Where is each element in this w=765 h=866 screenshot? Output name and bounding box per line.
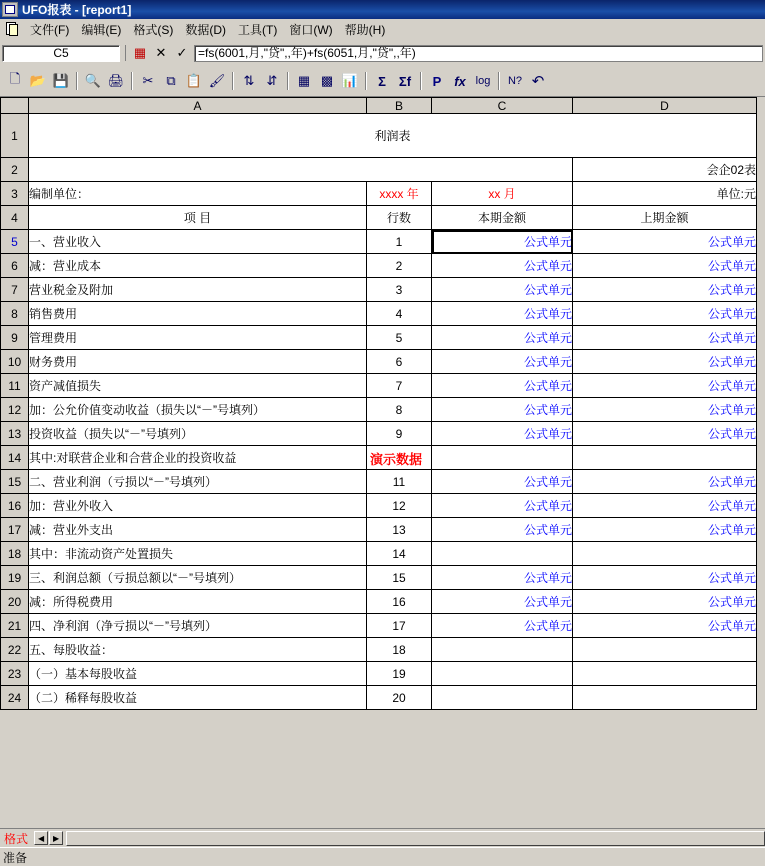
cell-d15[interactable]: 公式单元 <box>573 470 757 494</box>
format-brush-button[interactable]: 🖌 <box>208 73 226 88</box>
column-header-d[interactable]: D <box>573 98 757 114</box>
cell-d24[interactable] <box>573 686 757 710</box>
cell-a23[interactable]: （一）基本每股收益 <box>29 662 367 686</box>
cell-c11[interactable]: 公式单元 <box>432 374 573 398</box>
toolbar <box>0 66 765 97</box>
page-button[interactable]: P <box>432 73 442 89</box>
cell-a2[interactable] <box>29 158 573 182</box>
cell-d16[interactable]: 公式单元 <box>573 494 757 518</box>
row-header-4[interactable]: 4 <box>1 206 29 230</box>
cell-a15[interactable]: 二、营业利润（亏损以“－”号填列） <box>29 470 367 494</box>
cell-d19[interactable]: 公式单元 <box>573 566 757 590</box>
status-text: 准备 <box>3 850 28 865</box>
cell-d8[interactable]: 公式单元 <box>573 302 757 326</box>
cell-a17[interactable]: 减：营业外支出 <box>29 518 367 542</box>
next-sheet-icon[interactable]: ▶ <box>49 831 63 845</box>
cell-b24[interactable]: 20 <box>367 686 432 710</box>
row-header-24[interactable]: 24 <box>1 686 29 710</box>
sheet-row <box>1 614 757 638</box>
select-all-corner[interactable] <box>1 98 29 114</box>
row-header-12[interactable]: 12 <box>1 398 29 422</box>
row-header-22[interactable]: 22 <box>1 638 29 662</box>
cell-b16[interactable]: 12 <box>367 494 432 518</box>
cell-b8[interactable]: 4 <box>367 302 432 326</box>
demo-watermark: 演示数据 <box>370 452 423 467</box>
toolbar-divider-5 <box>365 72 367 90</box>
cell-a7[interactable]: 营业税金及附加 <box>29 278 367 302</box>
prev-sheet-icon[interactable]: ◀ <box>34 831 48 845</box>
sheet-row <box>1 662 757 686</box>
cell-b5[interactable]: 1 <box>367 230 432 254</box>
cell-b22[interactable]: 18 <box>367 638 432 662</box>
sheet-row <box>1 446 757 470</box>
cell-a22[interactable]: 五、每股收益： <box>29 638 367 662</box>
sheet-row <box>1 566 757 590</box>
cell-d5[interactable]: 公式单元 <box>573 230 757 254</box>
open-file-button[interactable]: 📂 <box>29 73 47 88</box>
help-pointer-button[interactable]: N? <box>507 75 523 87</box>
status-bar <box>0 847 765 866</box>
cell-b14[interactable] <box>367 446 432 470</box>
tab-scroll-area[interactable] <box>66 831 765 846</box>
cell-a5[interactable]: 一、营业收入 <box>29 230 367 254</box>
cell-a11[interactable]: 资产减值损失 <box>29 374 367 398</box>
toolbar-divider-4 <box>287 72 289 90</box>
cell-d14[interactable] <box>573 446 757 470</box>
row-header-8[interactable]: 8 <box>1 302 29 326</box>
cell-d9[interactable]: 公式单元 <box>573 326 757 350</box>
row-header-17[interactable]: 17 <box>1 518 29 542</box>
sheet-row <box>1 686 757 710</box>
cell-a4[interactable]: 项 目 <box>29 206 367 230</box>
cell-c21[interactable]: 公式单元 <box>432 614 573 638</box>
cell-c18[interactable] <box>432 542 573 566</box>
sheet-row <box>1 158 757 182</box>
row-header-16[interactable]: 16 <box>1 494 29 518</box>
cell-b7[interactable]: 3 <box>367 278 432 302</box>
row-header-21[interactable]: 21 <box>1 614 29 638</box>
cell-d12[interactable]: 公式单元 <box>573 398 757 422</box>
formula-input[interactable]: =fs(6001,月,"贷",,年)+fs(6051,月,"贷",,年) <box>194 45 763 62</box>
cell-d11[interactable]: 公式单元 <box>573 374 757 398</box>
row-header-20[interactable]: 20 <box>1 590 29 614</box>
toolbar-divider-2 <box>131 72 133 90</box>
cell-a19[interactable]: 三、利润总额（亏损总额以“－”号填列） <box>29 566 367 590</box>
sheet-row <box>1 398 757 422</box>
cell-a24[interactable]: （二）稀释每股收益 <box>29 686 367 710</box>
cell-d17[interactable]: 公式单元 <box>573 518 757 542</box>
cell-b12[interactable]: 8 <box>367 398 432 422</box>
sheet-row <box>1 518 757 542</box>
cell-c3[interactable]: xx 月 <box>432 182 573 206</box>
cell-b10[interactable]: 6 <box>367 350 432 374</box>
cell-a10[interactable]: 财务费用 <box>29 350 367 374</box>
formula-divider <box>125 45 126 61</box>
sheet-row <box>1 182 757 206</box>
cell-b4[interactable]: 行数 <box>367 206 432 230</box>
cell-b23[interactable]: 19 <box>367 662 432 686</box>
cell-b17[interactable]: 13 <box>367 518 432 542</box>
cell-b6[interactable]: 2 <box>367 254 432 278</box>
menu-format[interactable]: 格式(S) <box>133 22 174 37</box>
menu-file[interactable]: 文件(F) <box>30 22 70 37</box>
cell-c4[interactable]: 本期金额 <box>432 206 573 230</box>
cell-a8[interactable]: 销售费用 <box>29 302 367 326</box>
cell-c5[interactable]: 公式单元 <box>432 230 573 254</box>
sheet-row <box>1 542 757 566</box>
cell-c7[interactable]: 公式单元 <box>432 278 573 302</box>
cell-b18[interactable]: 14 <box>367 542 432 566</box>
sheet-row <box>1 638 757 662</box>
report-window-icon <box>2 2 18 17</box>
cell-c13[interactable]: 公式单元 <box>432 422 573 446</box>
sheet-row <box>1 114 757 158</box>
cell-name-box[interactable]: C5 <box>2 45 120 62</box>
sheet-row <box>1 230 757 254</box>
sheet-tab-bar <box>0 828 765 847</box>
row-header-19[interactable]: 19 <box>1 566 29 590</box>
report-title-cell[interactable]: 利润表 <box>29 114 757 158</box>
cell-b20[interactable]: 16 <box>367 590 432 614</box>
row-header-18[interactable]: 18 <box>1 542 29 566</box>
copy-button[interactable]: ⧉ <box>166 73 176 88</box>
cell-c14[interactable] <box>432 446 573 470</box>
paste-button[interactable]: 📋 <box>185 73 203 88</box>
cell-d13[interactable]: 公式单元 <box>573 422 757 446</box>
column-header-a[interactable]: A <box>29 98 367 114</box>
cell-b19[interactable]: 15 <box>367 566 432 590</box>
cell-b15[interactable]: 11 <box>367 470 432 494</box>
cell-c16[interactable]: 公式单元 <box>432 494 573 518</box>
function-button[interactable]: Σf <box>398 73 412 89</box>
sheet-row <box>1 470 757 494</box>
cell-c19[interactable]: 公式单元 <box>432 566 573 590</box>
cell-a16[interactable]: 加：营业外收入 <box>29 494 367 518</box>
menu-edit[interactable]: 编辑(E) <box>81 22 122 37</box>
sheet-row <box>1 374 757 398</box>
cell-c24[interactable] <box>432 686 573 710</box>
row-header-15[interactable]: 15 <box>1 470 29 494</box>
sheet-row <box>1 494 757 518</box>
toolbar-divider-7 <box>498 72 500 90</box>
sheet-row <box>1 254 757 278</box>
accept-check-icon[interactable]: ✓ <box>176 45 188 60</box>
toolbar-divider-3 <box>232 72 234 90</box>
cell-d4[interactable]: 上期金额 <box>573 206 757 230</box>
cell-c6[interactable]: 公式单元 <box>432 254 573 278</box>
chart-button[interactable]: 📊 <box>341 73 359 88</box>
sheet-row <box>1 350 757 374</box>
sort-asc-button[interactable]: ⇅ <box>243 73 255 88</box>
row-header-13[interactable]: 13 <box>1 422 29 446</box>
save-button[interactable]: 💾 <box>52 73 70 88</box>
cell-a20[interactable]: 减：所得税费用 <box>29 590 367 614</box>
cell-d21[interactable]: 公式单元 <box>573 614 757 638</box>
menu-window[interactable]: 窗口(W) <box>289 22 333 37</box>
sort-desc-button[interactable]: ⇵ <box>266 73 278 88</box>
row-header-7[interactable]: 7 <box>1 278 29 302</box>
cell-d20[interactable]: 公式单元 <box>573 590 757 614</box>
cell-c10[interactable]: 公式单元 <box>432 350 573 374</box>
print-button[interactable]: 🖨 <box>107 73 125 88</box>
cell-a18[interactable]: 其中：非流动资产处置损失 <box>29 542 367 566</box>
undo-button[interactable]: ↶ <box>531 73 545 90</box>
cell-c9[interactable]: 公式单元 <box>432 326 573 350</box>
row-header-9[interactable]: 9 <box>1 326 29 350</box>
sheet-row <box>1 326 757 350</box>
cell-b11[interactable]: 7 <box>367 374 432 398</box>
cell-a13[interactable]: 投资收益（损失以“－”号填列） <box>29 422 367 446</box>
cell-b3[interactable]: xxxx 年 <box>367 182 432 206</box>
formula-bar <box>0 40 765 66</box>
cell-d10[interactable]: 公式单元 <box>573 350 757 374</box>
cell-a6[interactable]: 减：营业成本 <box>29 254 367 278</box>
title-bar <box>0 0 765 19</box>
sheet-row <box>1 302 757 326</box>
row-header-10[interactable]: 10 <box>1 350 29 374</box>
cell-d18[interactable] <box>573 542 757 566</box>
cell-c17[interactable]: 公式单元 <box>432 518 573 542</box>
cancel-x-icon[interactable]: ✕ <box>155 45 167 60</box>
cell-a14[interactable]: 其中:对联营企业和合营企业的投资收益 <box>29 446 367 470</box>
toolbar-divider-6 <box>420 72 422 90</box>
color-swatch-icon[interactable]: ▦ <box>133 45 147 60</box>
cell-d22[interactable] <box>573 638 757 662</box>
cell-c23[interactable] <box>432 662 573 686</box>
cell-c22[interactable] <box>432 638 573 662</box>
cell-c12[interactable]: 公式单元 <box>432 398 573 422</box>
cell-b9[interactable]: 5 <box>367 326 432 350</box>
cell-d2[interactable]: 会企02表 <box>573 158 757 182</box>
sheet-tab-format[interactable]: 格式 <box>4 831 29 846</box>
row-header-6[interactable]: 6 <box>1 254 29 278</box>
new-file-button[interactable]: 🗋 <box>9 71 21 86</box>
cell-d6[interactable]: 公式单元 <box>573 254 757 278</box>
grid-button[interactable]: ▩ <box>320 73 334 88</box>
cell-d3[interactable]: 单位:元 <box>573 182 757 206</box>
formula-button[interactable]: fx <box>454 73 466 89</box>
row-header-14[interactable]: 14 <box>1 446 29 470</box>
menu-help[interactable]: 帮助(H) <box>344 22 386 37</box>
table-button[interactable]: ▦ <box>297 73 311 88</box>
column-header-row <box>1 98 757 114</box>
cell-a3[interactable]: 编制单位： <box>29 182 367 206</box>
sheet-row <box>1 278 757 302</box>
row-header-2[interactable]: 2 <box>1 158 29 182</box>
document-icon <box>4 21 20 37</box>
row-header-3[interactable]: 3 <box>1 182 29 206</box>
cell-a21[interactable]: 四、净利润（净亏损以“－”号填列） <box>29 614 367 638</box>
sum-button[interactable]: Σ <box>378 73 386 89</box>
cell-c20[interactable]: 公式单元 <box>432 590 573 614</box>
cell-d7[interactable]: 公式单元 <box>573 278 757 302</box>
sheet-area <box>0 97 765 828</box>
menu-bar <box>0 19 765 40</box>
cell-b21[interactable]: 17 <box>367 614 432 638</box>
spreadsheet-grid <box>0 97 757 710</box>
log-button[interactable]: log <box>475 75 491 87</box>
window-title: UFO报表 - [report1] <box>22 3 132 17</box>
row-header-23[interactable]: 23 <box>1 662 29 686</box>
row-header-11[interactable]: 11 <box>1 374 29 398</box>
menu-tools[interactable]: 工具(T) <box>238 22 278 37</box>
print-preview-button[interactable]: 🔍 <box>84 73 102 88</box>
cell-a9[interactable]: 管理费用 <box>29 326 367 350</box>
cell-c8[interactable]: 公式单元 <box>432 302 573 326</box>
row-header-5[interactable]: 5 <box>1 230 29 254</box>
row-header-1[interactable]: 1 <box>1 114 29 158</box>
menu-data[interactable]: 数据(D) <box>185 22 226 37</box>
sheet-row <box>1 206 757 230</box>
cell-c15[interactable]: 公式单元 <box>432 470 573 494</box>
cell-a12[interactable]: 加：公允价值变动收益（损失以“－”号填列） <box>29 398 367 422</box>
sheet-row <box>1 422 757 446</box>
cut-button[interactable]: ✂ <box>142 73 154 88</box>
sheet-row <box>1 590 757 614</box>
cell-b13[interactable]: 9 <box>367 422 432 446</box>
toolbar-divider-1 <box>76 72 78 90</box>
cell-d23[interactable] <box>573 662 757 686</box>
column-header-b[interactable]: B <box>367 98 432 114</box>
column-header-c[interactable]: C <box>432 98 573 114</box>
